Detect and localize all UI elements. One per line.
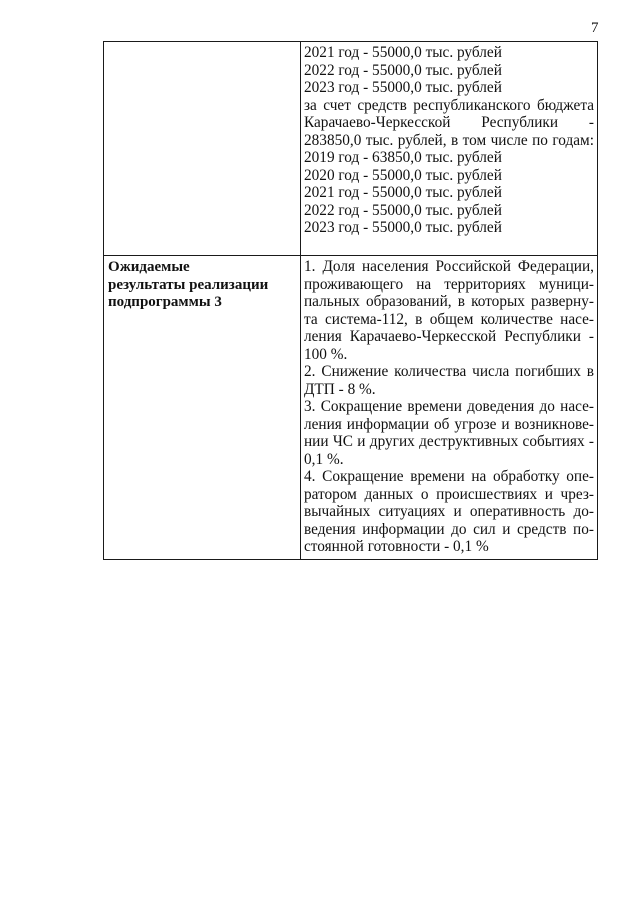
financing-line: 2023 год - 55000,0 тыс. рублей <box>304 219 502 236</box>
result-line: та система-112, в общем количестве насе- <box>304 310 594 328</box>
table-cell-expected-results-text <box>301 256 597 559</box>
financing-line: 2023 год - 55000,0 тыс. рублей <box>304 79 502 96</box>
financing-line: за счет средств республиканского бюджета <box>304 96 594 114</box>
financing-line: 2021 год - 55000,0 тыс. рублей <box>304 184 502 201</box>
financing-line: 2020 год - 55000,0 тыс. рублей <box>304 166 502 184</box>
financing-line: 2021 год - 55000,0 тыс. рублей <box>304 44 502 61</box>
table-cell-expected-results-label <box>104 256 301 559</box>
row-heading-line: результаты реализации <box>108 276 269 293</box>
row-heading-line: подпрограммы 3 <box>108 294 222 310</box>
result-line: ления Карачаево-Черкесской Республики - <box>304 328 594 345</box>
result-line: 4. Сокращение времени на обработку опе- <box>304 468 594 485</box>
result-line: нии ЧС и других деструктивных событиях - <box>304 433 594 450</box>
table-cell-financing-text <box>301 42 597 255</box>
page-number: 7 <box>591 20 599 36</box>
row-heading-line: Ожидаемые <box>108 259 190 275</box>
result-line: 100 %. <box>304 345 348 363</box>
subprogram-table <box>103 41 598 560</box>
result-line: ДТП - 8 %. <box>304 380 376 398</box>
financing-line: 283850,0 тыс. рублей, в том числе по годам: <box>304 131 594 149</box>
financing-line: Карачаево-Черкесской Республики - <box>304 114 594 131</box>
result-line: 0,1 %. <box>304 450 344 468</box>
result-line: пальных образований, в которых разверну- <box>304 293 594 310</box>
financing-line: 2022 год - 55000,0 тыс. рублей <box>304 61 502 79</box>
financing-line: 2019 год - 63850,0 тыс. рублей <box>304 149 502 166</box>
table-cell-label-empty <box>104 42 301 255</box>
result-line: 3. Сокращение времени доведения до насе- <box>304 398 594 415</box>
result-line: стоянной готовности - 0,1 % <box>304 538 489 555</box>
result-line: 2. Снижение количества числа погибших в <box>304 363 594 380</box>
financing-line: 2022 год - 55000,0 тыс. рублей <box>304 201 502 219</box>
result-line: ратором данных о происшествиях и чрез- <box>304 485 594 503</box>
result-line: ления информации об угрозе и возникнове- <box>304 415 594 433</box>
result-line: 1. Доля населения Российской Федерации, <box>304 258 594 275</box>
result-line: ведения информации до сил и средств по- <box>304 520 594 538</box>
result-line: проживающего на территориях муници- <box>304 275 594 293</box>
table-row-financing <box>104 42 597 255</box>
result-line: вычайных ситуациях и оперативность до- <box>304 503 594 520</box>
table-row-expected-results <box>104 255 597 559</box>
